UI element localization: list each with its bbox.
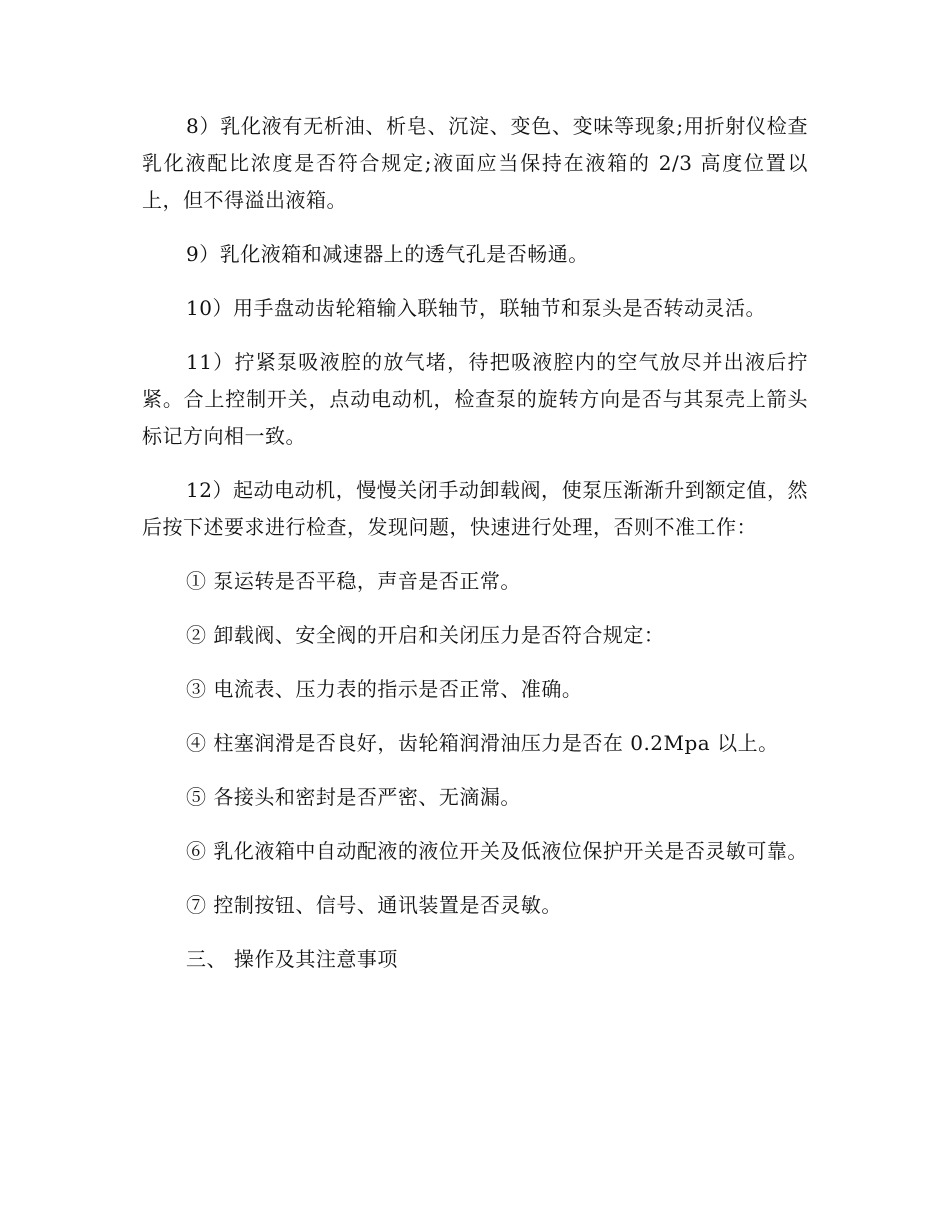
check-item-5: ⑤ 各接头和密封是否严密、无滴漏。: [186, 785, 521, 809]
check-item-6: ⑥ 乳化液箱中自动配液的液位开关及低液位保护开关是否灵敏可靠。: [186, 839, 808, 863]
paragraph-item-12: 12）起动电动机，慢慢关闭手动卸载阀，使泵压渐渐升到额定值，然后按下述要求进行检查，发现问题，快速进行处理，否则不准工作：: [142, 478, 808, 539]
check-item-7: ⑦ 控制按钮、信号、通讯装置是否灵敏。: [186, 893, 562, 917]
paragraph-item-9: 9）乳化液箱和减速器上的透气孔是否畅通。: [186, 242, 589, 266]
section-heading: 三、 操作及其注意事项: [186, 947, 398, 971]
check-item-3: ③ 电流表、压力表的指示是否正常、准确。: [186, 677, 583, 701]
check-item-1: ① 泵运转是否平稳，声音是否正常。: [186, 569, 521, 593]
check-item-2: ② 卸载阀、安全阀的开启和关闭压力是否符合规定：: [186, 623, 665, 647]
paragraph-item-8: 8）乳化液有无析油、析皂、沉淀、变色、变味等现象;用折射仪检查乳化液配比浓度是否符合规定;液面应当保持在液箱的 2/3 高度位置以上，但不得溢出液箱。: [142, 114, 808, 212]
paragraph-item-10: 10）用手盘动齿轮箱输入联轴节，联轴节和泵头是否转动灵活。: [186, 296, 766, 320]
check-item-4: ④ 柱塞润滑是否良好，齿轮箱润滑油压力是否在 0.2Mpa 以上。: [186, 731, 779, 755]
paragraph-item-11: 11）拧紧泵吸液腔的放气堵，待把吸液腔内的空气放尽并出液后拧紧。合上控制开关，点动电动机，检查泵的旋转方向是否与其泵壳上箭头标记方向相一致。: [142, 350, 808, 448]
document-body: [142, 108, 808, 995]
